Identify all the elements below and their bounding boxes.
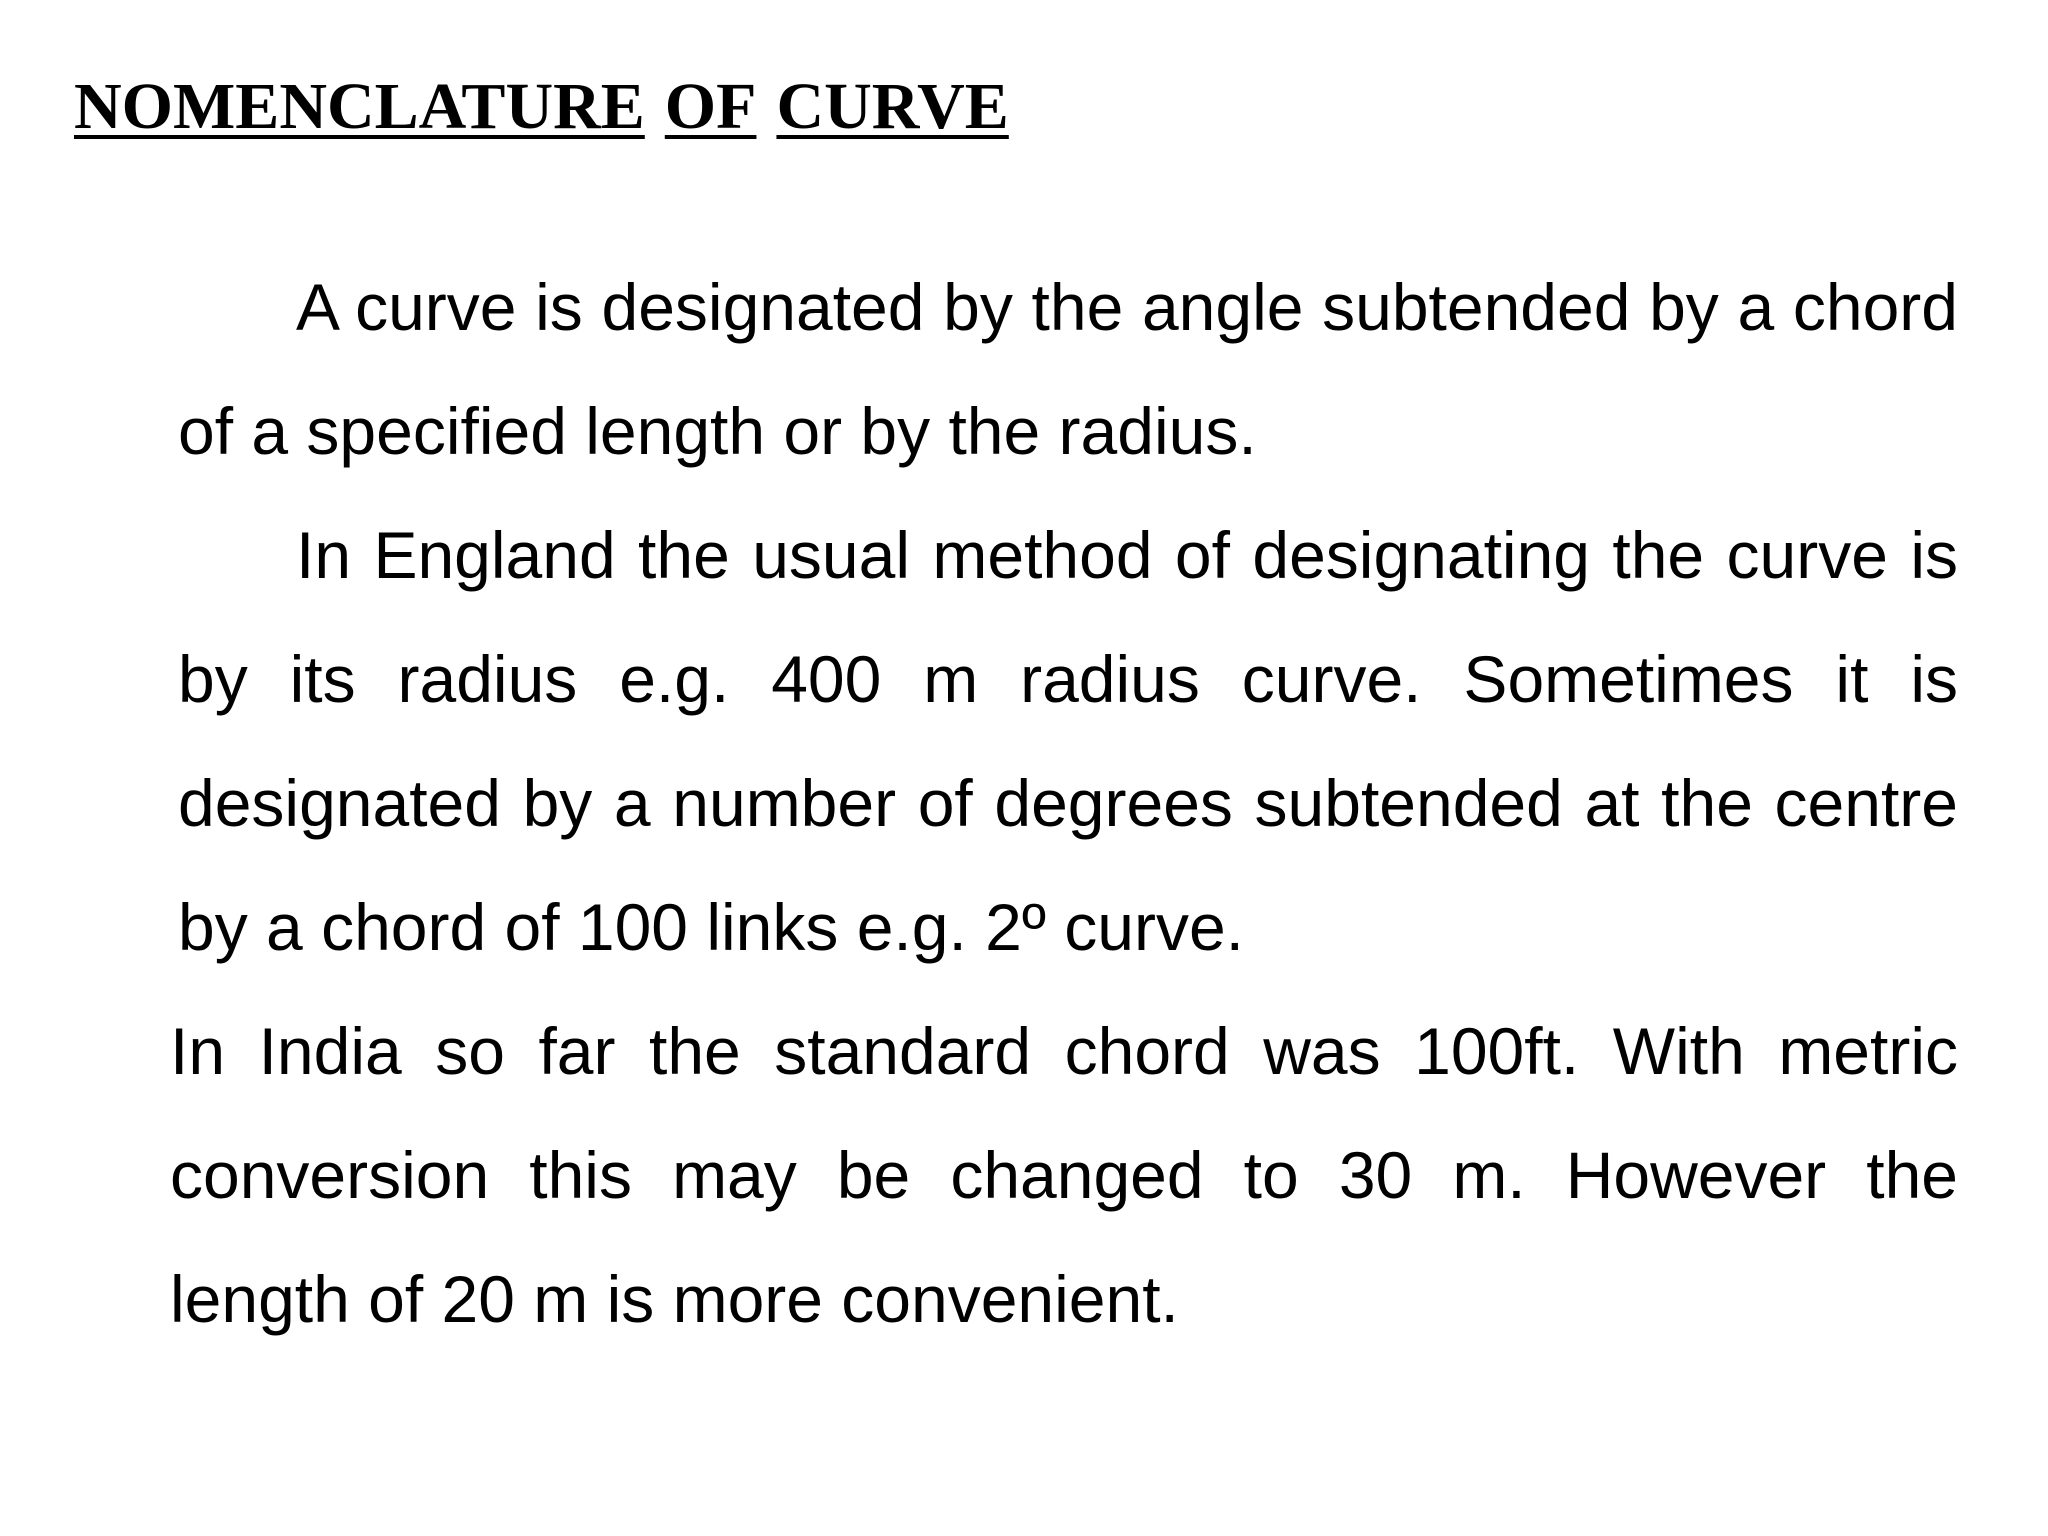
title-word: CURVE [776,70,1009,143]
page-title [74,62,1009,152]
title-word: NOMENCLATURE [74,70,645,143]
title-word: OF [664,70,757,143]
paragraph-england-method: In England the usual method of designating the curve is by its radius e.g. 400 m radius curve. Sometimes it is designated by a number of degrees subtended at the centre by a chord of 100 links e.g. 2º curve. [178,518,1958,964]
paragraph-curve-designation: A curve is designated by the angle subtended by a chord of a specified length or by the radius. [178,270,1958,468]
slide-body [170,245,1958,1361]
paragraph-india-standard: In India so far the standard chord was 100ft. With metric conversion this may be changed to 30 m. However the length of 20 m is more convenient. [170,1014,1958,1336]
